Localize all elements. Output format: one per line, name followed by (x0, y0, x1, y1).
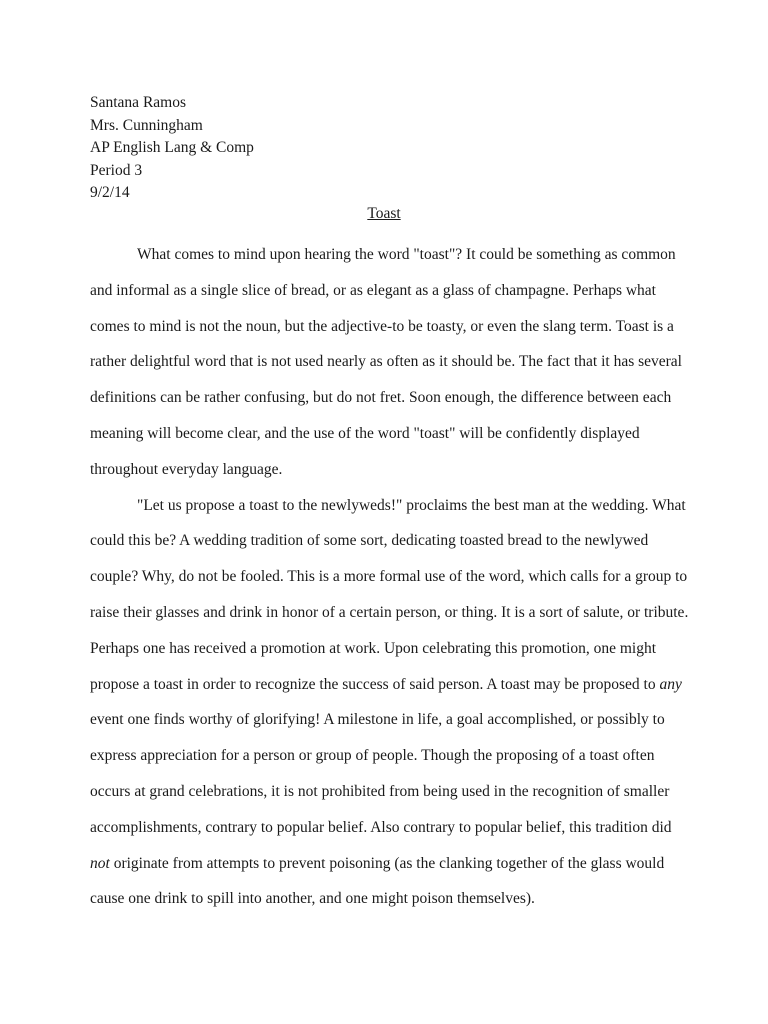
paragraph-1-line: What comes to mind upon hearing the word "toast"? It could be something as common (137, 246, 676, 263)
paragraph-2-line: express appreciation for a person or group of people. Though the proposing of a toast often (90, 747, 655, 765)
line-text: propose a toast in order to recognize the success of said person. A toast may be proposed to (90, 675, 660, 693)
paragraph-2-line: Perhaps one has received a promotion at work. Upon celebrating this promotion, one might (90, 639, 657, 657)
paragraph-1-line: comes to mind is not the noun, but the adjective-to be toasty, or even the slang term. Toast is a (90, 317, 674, 335)
paragraph-1-line: throughout everyday language. (90, 460, 283, 478)
paragraph-1-line: definitions can be rather confusing, but do not fret. Soon enough, the difference between each (90, 389, 672, 407)
emphasized-word: not (90, 854, 110, 872)
paragraph-2-line (90, 667, 688, 703)
paragraph-2-line: cause one drink to spill into another, and one might poison themselves). (90, 890, 535, 908)
paragraph-1-line: meaning will become clear, and the use of the word "toast" will be confidently displayed (90, 424, 640, 442)
paragraph-2-line: "Let us propose a toast to the newlyweds!" proclaims the best man at the wedding. What (137, 496, 686, 514)
essay-body (90, 237, 688, 917)
emphasized-word: any (659, 675, 682, 693)
line-text: originate from attempts to prevent poisoning (as the clanking together of the glass would (109, 854, 665, 872)
paragraph-2-line: occurs at grand celebrations, it is not prohibited from being used in the recognition of smaller (90, 782, 670, 800)
essay-title (0, 203, 768, 225)
teacher-name: Mrs. Cunningham (90, 116, 203, 134)
paragraph-2-line: could this be? A wedding tradition of some sort, dedicating toasted bread to the newlywed (90, 532, 649, 550)
paragraph-2-line (90, 846, 688, 882)
paragraph-2-line: raise their glasses and drink in honor of a certain person, or thing. It is a sort of salute, or tribute. (90, 603, 689, 621)
paragraph-2-line: event one finds worthy of glorifying! A milestone in life, a goal accomplished, or possibly to (90, 711, 665, 729)
paragraph-1-line: and informal as a single slice of bread, or as elegant as a glass of champagne. Perhaps what (90, 281, 656, 299)
paragraph-1-line: rather delightful word that is not used nearly as often as it should be. The fact that it has several (90, 353, 682, 371)
essay-title-text: Toast (367, 205, 401, 222)
essay-date: 9/2/14 (90, 184, 130, 201)
class-period: Period 3 (90, 161, 143, 179)
paragraph-2-line: accomplishments, contrary to popular belief. Also contrary to popular belief, this tradition did (90, 818, 672, 836)
heading-block (90, 92, 254, 205)
paragraph-2-line: couple? Why, do not be fooled. This is a more formal use of the word, which calls for a group to (90, 568, 688, 586)
course-name: AP English Lang & Comp (90, 139, 254, 156)
student-name: Santana Ramos (90, 94, 186, 111)
